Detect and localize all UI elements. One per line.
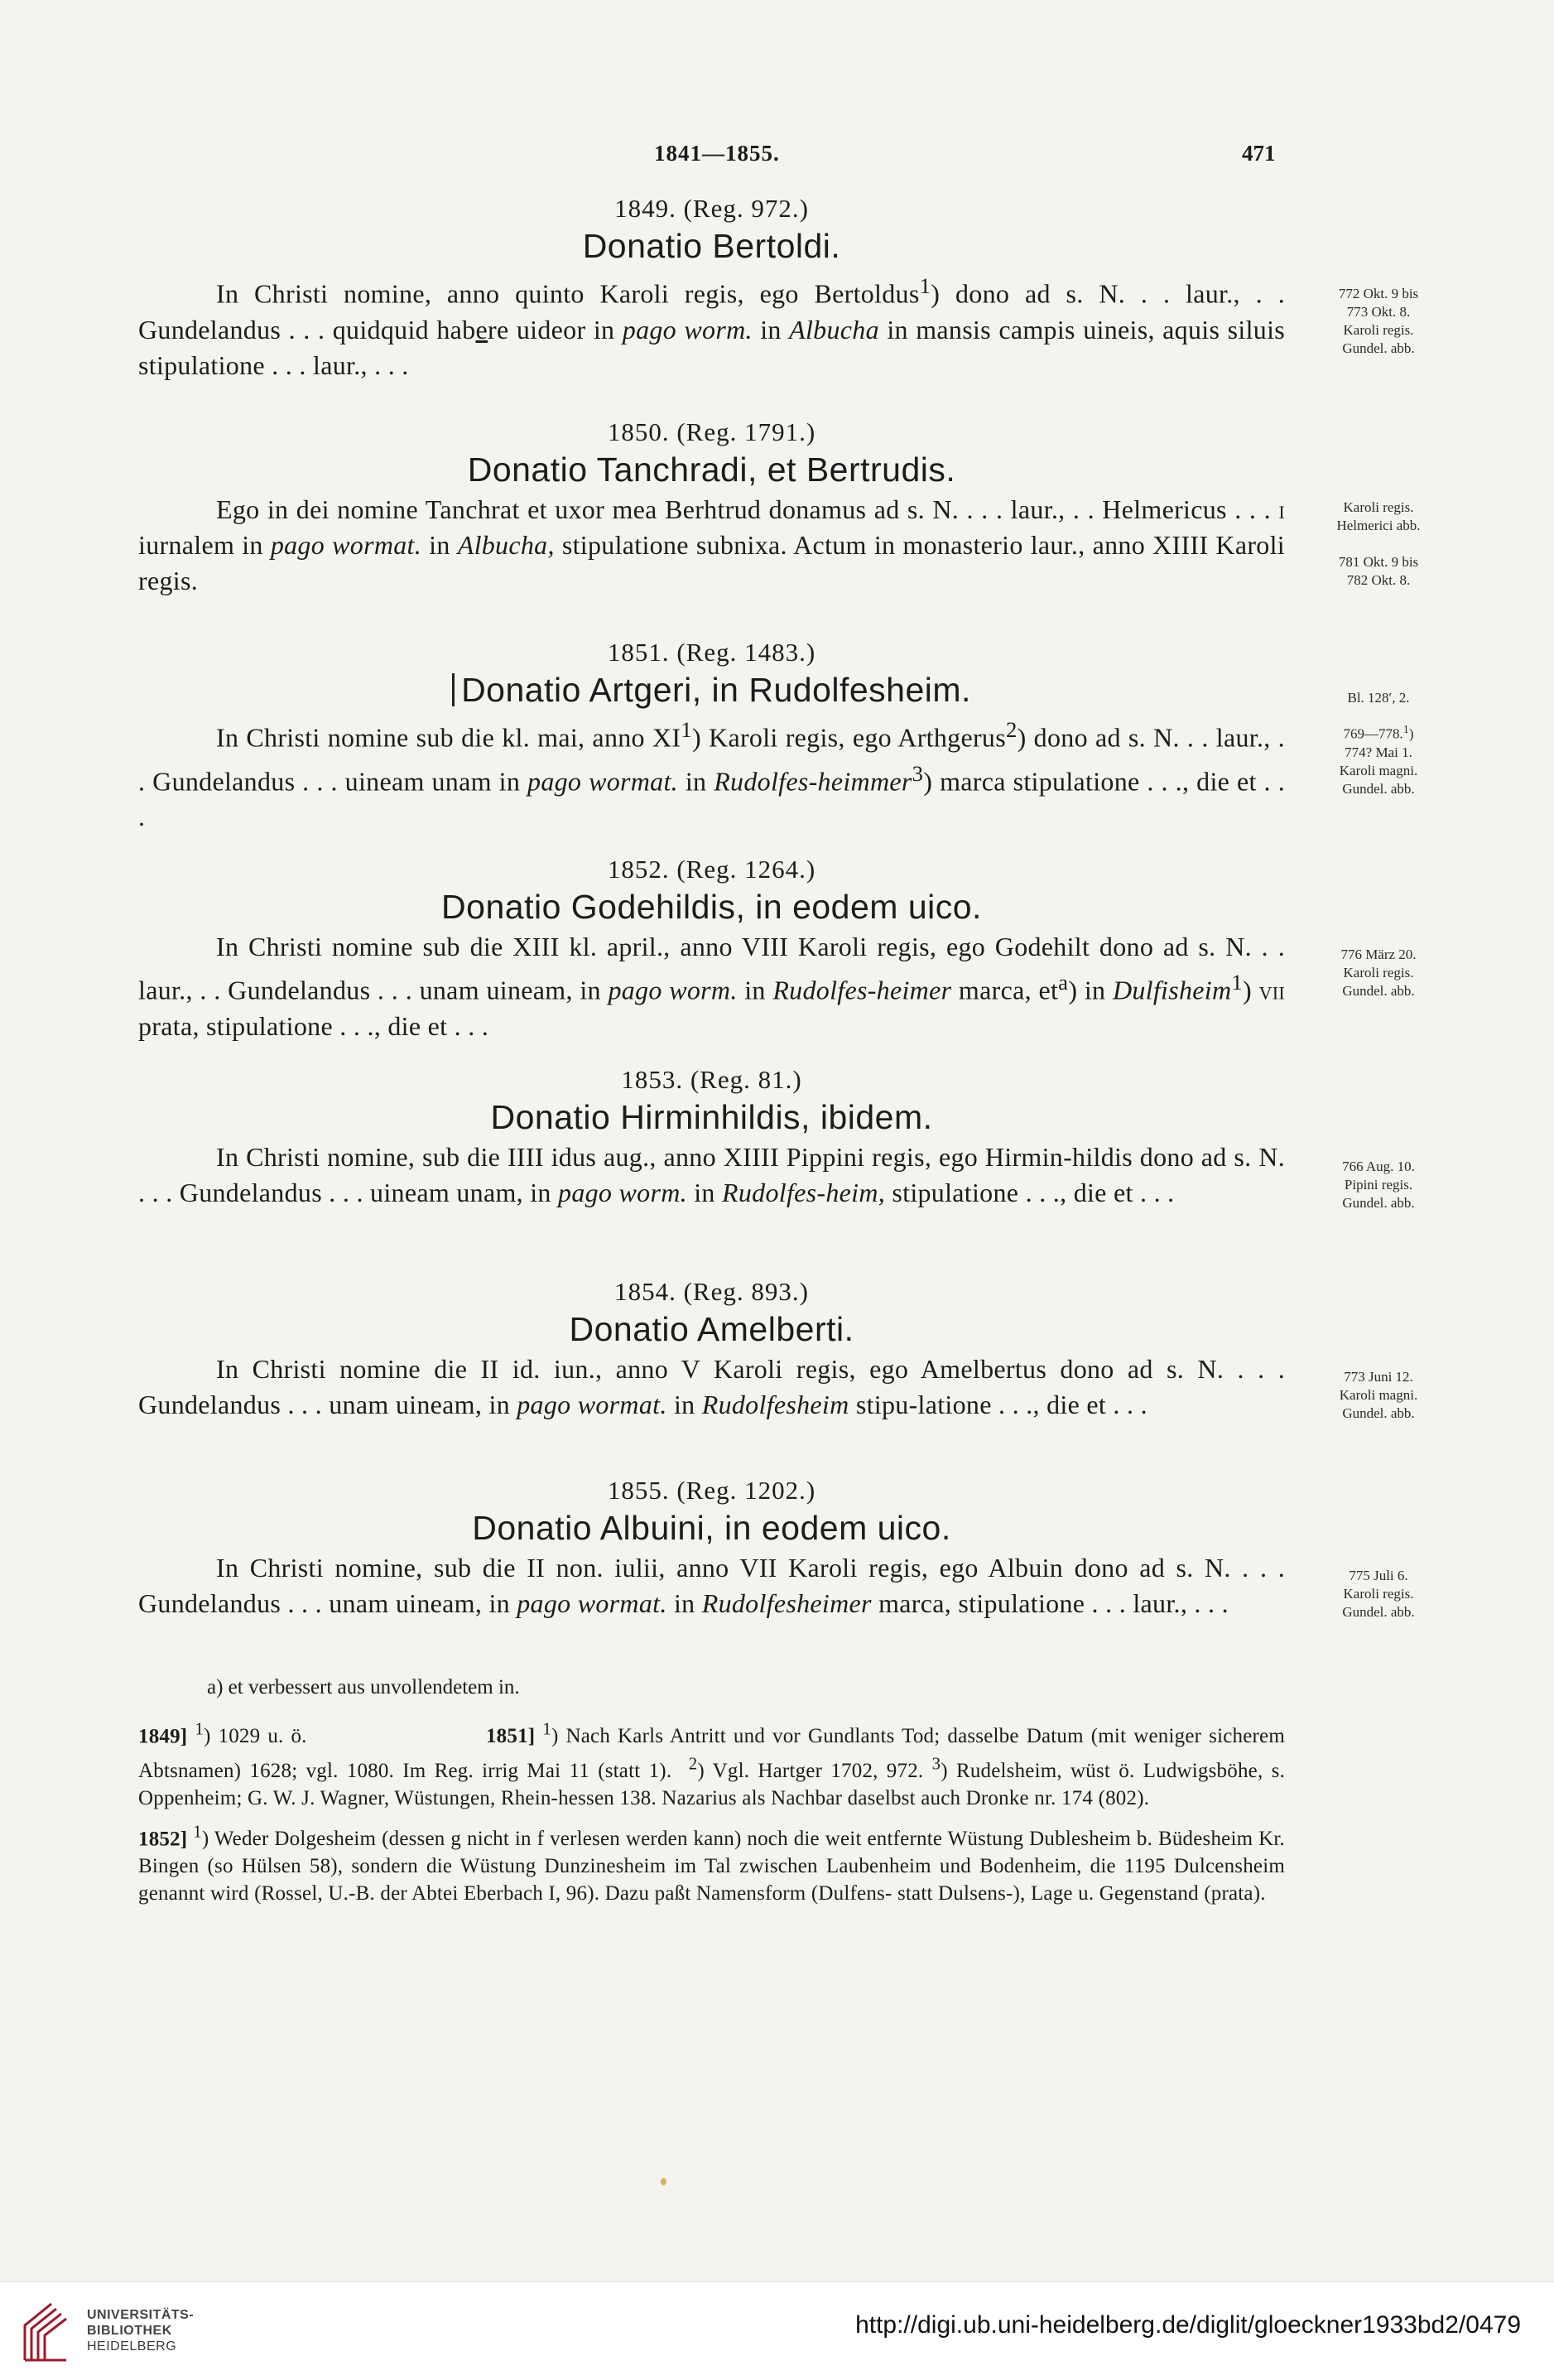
margin-note-line: 769—778.$^1$) [1343, 723, 1414, 742]
section-body: In Christi nomine, anno quinto Karoli regis, ego Bertoldus$^1$) dono ad s. N. . . laur., . . Gundelandus . . . quidquid habere uideor in pago worm. in Albucha in mansis campis uineis, aquis siluis stipulatione . . . laur., . . . [138, 273, 1286, 380]
margin-note-line: 776 März 20. [1340, 947, 1417, 962]
margin-note-1853 [1300, 1158, 1457, 1212]
margin-note-line: 772 Okt. 9 bis [1338, 286, 1419, 301]
footnote-a: a) et verbessert aus unvollendetem in. [207, 1676, 520, 1698]
section-body: In Christi nomine, sub die IIII idus aug., anno XIIII Pippini regis, ego Hirmin-hildis dono ad s. N. . . . Gundelandus . . . uineam unam, in pago worm. in Rudolfes-heim, stipulatione . . ., die et . . . [138, 1142, 1285, 1207]
footnote-1849 [138, 1716, 1285, 1812]
section-title [138, 669, 1285, 711]
section-number: 1854. (Reg. 893.) [614, 1277, 809, 1306]
footer-bar [0, 2281, 1554, 2380]
section-title: Donatio Hirminhildis, ibidem. [490, 1098, 933, 1136]
margin-note-line: Gundel. abb. [1342, 983, 1415, 999]
margin-note-line: Gundel. abb. [1342, 1604, 1415, 1620]
page-number: 471 [1242, 141, 1276, 166]
margin-note-1852 [1300, 946, 1457, 1000]
margin-note-line: 775 Juli 6. [1349, 1568, 1408, 1583]
footnote-1852 [138, 1819, 1285, 1907]
section-number: 1850. (Reg. 1791.) [607, 417, 816, 446]
paper-speck [661, 2178, 666, 2185]
margin-note-1849 [1300, 285, 1457, 358]
section-title: Donatio Godehildis, in eodem uico. [441, 888, 982, 926]
section-1850 [138, 416, 1285, 599]
section-1852 [138, 853, 1285, 1044]
section-number: 1855. (Reg. 1202.) [607, 1476, 816, 1505]
section-title: Donatio Albuini, in eodem uico. [472, 1509, 951, 1547]
margin-note-line: Karoli regis. [1343, 322, 1414, 338]
section-body: In Christi nomine sub die kl. mai, anno $XI^1$) Karoli regis, ego Arthgerus$^2$) dono ad s. N. . . laur., . . Gundelandus . . . uineam unam in pago wormat. in Rudolfes-heimmer$^3$) marca stipulatione . . ., die et . . . [138, 717, 1286, 832]
section-number: 1849. (Reg. 972.) [614, 194, 809, 223]
margin-note-line: 773 Juni 12. [1344, 1369, 1413, 1385]
margin-note-1855 [1300, 1567, 1457, 1621]
margin-note-line: Pipini regis. [1344, 1177, 1413, 1192]
margin-note-1850 [1300, 499, 1457, 590]
margin-note-1854 [1300, 1368, 1457, 1423]
margin-note-1851 [1300, 720, 1457, 798]
footnote-key: 1852] [138, 1827, 188, 1850]
section-title-text: Donatio Artgeri, in Rudolfesheim. [461, 671, 971, 709]
section-1851 [138, 636, 1285, 835]
margin-note-line: Gundel. abb. [1342, 780, 1415, 797]
section-body: In Christi nomine, sub die II non. iulii, anno VII Karoli regis, ego Albuin dono ad s. N. . . . Gundelandus . . . unam uineam, in pago wormat. in Rudolfesheimer marca, stipulatione . . . laur., . . . [138, 1553, 1285, 1618]
library-logo-icon [18, 2301, 71, 2363]
section-1849 [138, 192, 1285, 383]
margin-note-line: Helmerici abb. [1336, 518, 1421, 533]
logo-line: HEIDELBERG [87, 2339, 177, 2354]
margin-note-line: Karoli magni. [1339, 1387, 1418, 1403]
footnote-text: $^1$) 1029 u. ö. 1851] $^1$) Nach Karls Antritt und vor Gundlants Tod; dasselbe Datum (mit weniger sicherem Abtsnamen) 1628; vgl. 1080. Im Reg. irrig Mai 11 (statt 1). $^2$) Vgl. Hartger 1702, 972. $^3$) Rudelsheim, wüst ö. Ludwigsböhe, s. Oppenheim; G. W. J. Wagner, Wüstungen, Rhein-hessen 138. Nazarius als Nachbar daselbst auch Dronke nr. 174 (802). [138, 1719, 1285, 1809]
section-title: Donatio Tanchradi, et Bertrudis. [467, 450, 956, 489]
footnote-key: 1849] [138, 1725, 188, 1748]
library-logo-text [87, 2307, 194, 2354]
footnote-text: $^1$) Weder Dolgesheim (dessen g nicht in f verlesen werden kann) noch die weit entfernte Wüstung Dublesheim b. Büdesheim Kr. Bingen (so Hülsen 58), sondern die Wüstung Dunzinesheim im Tal zwischen Laubenheim und Bodenheim, die 1195 Dulcensheim genannt wird (Rossel, U.-B. der Abtei Eberbach I, 96). Dazu paßt Namensform (Dulfens- statt Dulsens-), Lage u. Gegenstand (prata). [138, 1821, 1285, 1905]
source-url-link[interactable]: http://digi.ub.uni-heidelberg.de/diglit/gloeckner1933bd2/0479 [855, 2311, 1521, 2339]
section-body: In Christi nomine sub die XIII kl. april., anno VIII Karoli regis, ego Godehilt dono ad s. N. . . laur., . . Gundelandus . . . unam uineam, in pago worm. in Rudolfes-heimer marca, $et^a$) in Dulfisheim$^1$) vii prata, stipulatione . . ., die et . . . [138, 932, 1286, 1041]
running-head-title: 1841—1855. [654, 141, 780, 166]
margin-note-line: Gundel. abb. [1342, 1195, 1415, 1211]
section-1853 [138, 1063, 1285, 1211]
footnotes [138, 1716, 1285, 1914]
section-1854 [138, 1275, 1285, 1423]
section-number: 1851. (Reg. 1483.) [607, 638, 816, 667]
section-1855 [138, 1474, 1285, 1621]
margin-note-line: Karoli magni. [1339, 762, 1418, 778]
margin-ref-1851: Bl. 128′, 2. [1347, 690, 1410, 706]
margin-note-line: Karoli regis. [1343, 1586, 1414, 1602]
margin-note-line: 773 Okt. 8. [1346, 304, 1411, 320]
margin-note-line: 774? Mai 1. [1345, 744, 1412, 760]
running-head [0, 141, 1554, 174]
logo-line: BIBLIOTHEK [87, 2324, 172, 2338]
section-body: Ego in dei nomine Tanchrat et uxor mea Berhtrud donamus ad s. N. . . . laur., . . Helmericus . . . i iurnalem in pago wormat. in Albucha, stipulatione subnixa. Actum in monasterio laur., anno XIIII Karoli regis. [138, 494, 1285, 595]
section-title: Donatio Bertoldi. [582, 227, 841, 265]
margin-note-line: Gundel. abb. [1342, 1405, 1415, 1421]
section-number: 1852. (Reg. 1264.) [607, 855, 816, 884]
margin-note-line [1300, 535, 1457, 553]
section-title: Donatio Amelberti. [569, 1310, 854, 1348]
margin-note-line: Karoli regis. [1343, 499, 1414, 515]
section-body: In Christi nomine die II id. iun., anno V Karoli regis, ego Amelbertus dono ad s. N. . . . Gundelandus . . . unam uineam, in pago wormat. in Rudolfesheim stipu-latione . . ., die et . . . [138, 1354, 1285, 1419]
margin-note-line: 782 Okt. 8. [1346, 572, 1411, 588]
logo-line: UNIVERSITÄTS- [87, 2308, 195, 2322]
section-number: 1853. (Reg. 81.) [621, 1065, 802, 1094]
margin-note-line: 766 Aug. 10. [1342, 1159, 1415, 1174]
margin-note-line: Gundel. abb. [1342, 340, 1415, 356]
margin-note-line: Karoli regis. [1343, 965, 1414, 980]
bracket-mark [452, 673, 455, 706]
margin-note-line: 781 Okt. 9 bis [1338, 554, 1419, 570]
